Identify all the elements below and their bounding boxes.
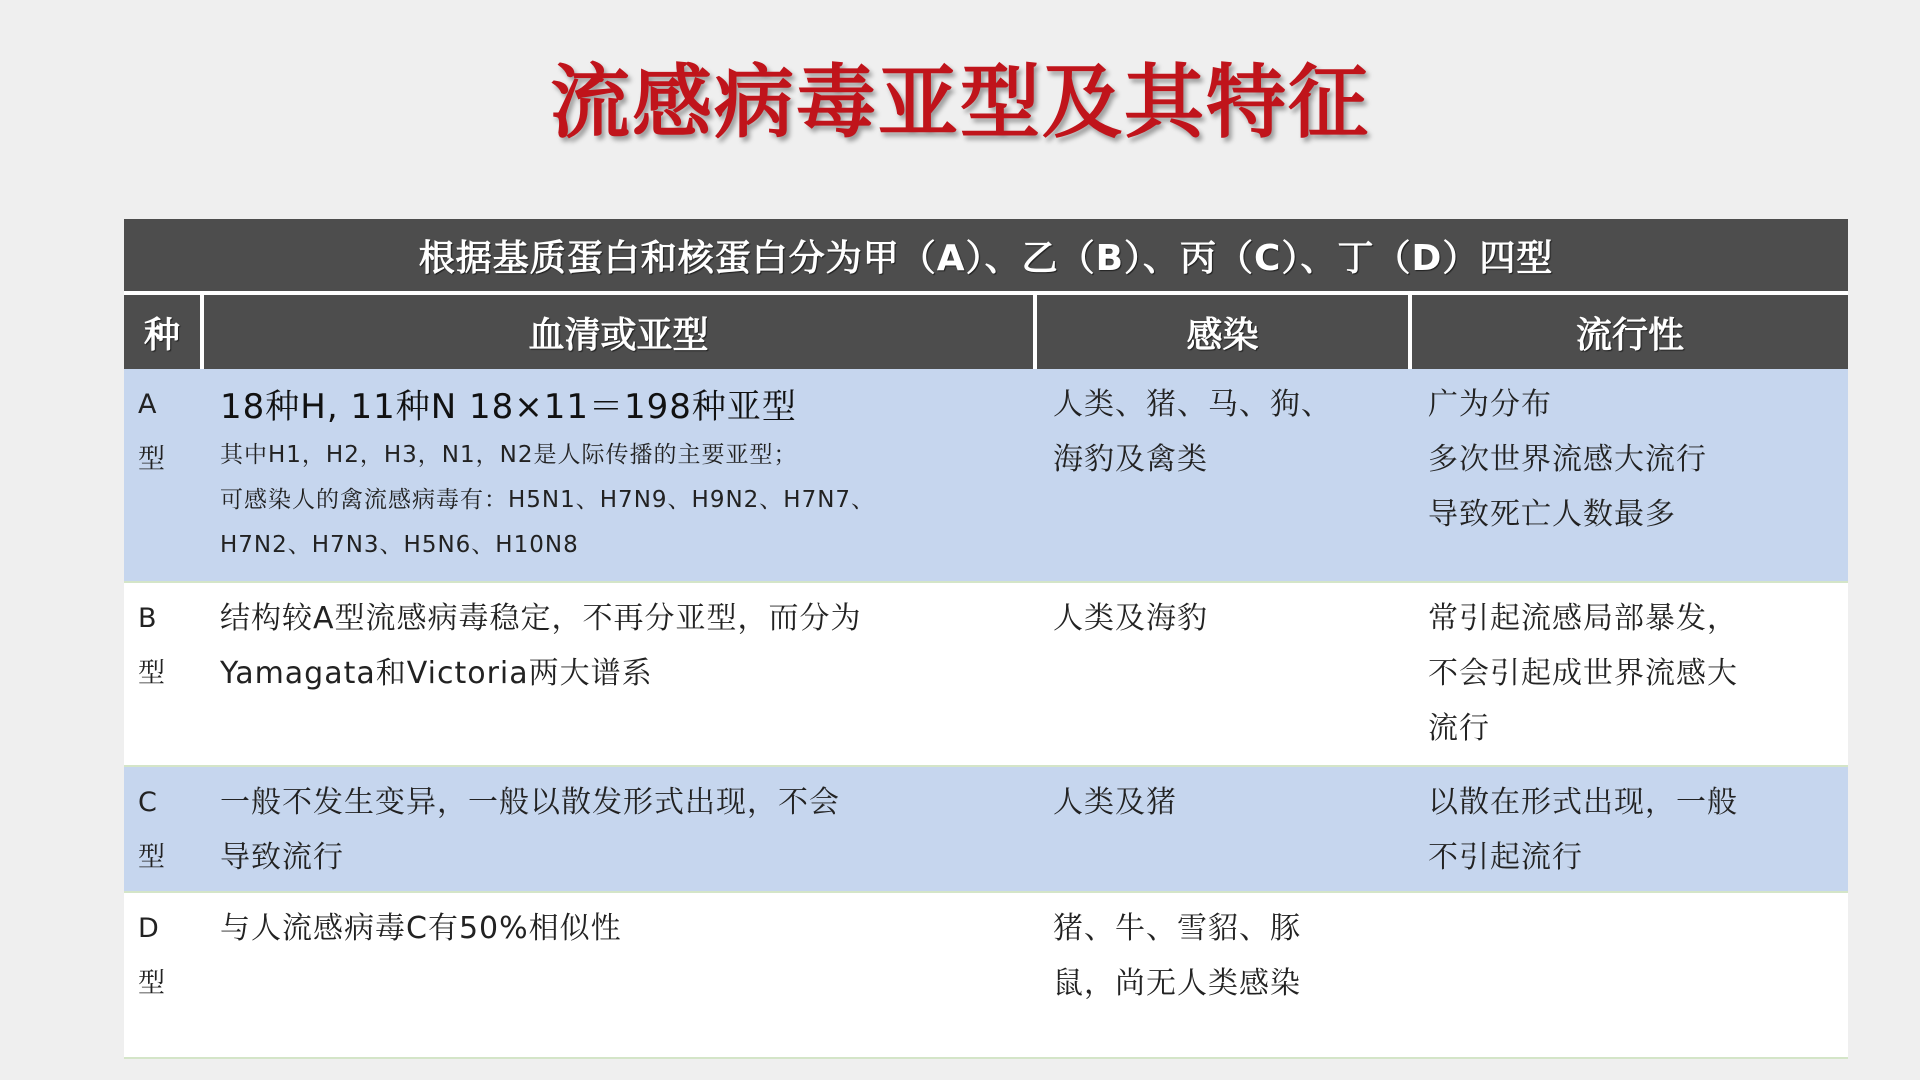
table-row-a: [124, 369, 1848, 582]
cell-subtype-d: [202, 892, 1035, 1058]
subtype-c-line-2: 导致流行: [220, 840, 344, 875]
infection-b-line-1: 人类及海豹: [1053, 601, 1208, 636]
cell-subtype-b: [202, 582, 1035, 766]
header-kind: 种: [124, 293, 202, 369]
epidemic-a-line-1: 广为分布: [1428, 387, 1552, 422]
flu-subtype-table: [124, 219, 1848, 1059]
cell-kind-a: A 型: [124, 369, 202, 582]
epidemic-c-line-2: 不引起流行: [1428, 840, 1583, 875]
subtype-a-main: 18种H, 11种N 18×11＝198种亚型: [220, 387, 797, 427]
subtype-a-note-3: H7N2、H7N3、H5N6、H10N8: [220, 532, 579, 558]
cell-infection-b: [1035, 582, 1410, 766]
cell-subtype-a: [202, 369, 1035, 582]
table-row-d: [124, 892, 1848, 1058]
infection-a-line-1: 人类、猪、马、狗、: [1053, 387, 1332, 422]
epidemic-a-line-2: 多次世界流感大流行: [1428, 442, 1707, 477]
header-subtype: 血清或亚型: [202, 293, 1035, 369]
cell-subtype-c: [202, 766, 1035, 892]
table-header-row: [124, 293, 1848, 369]
subtype-b-line-1: 结构较A型流感病毒稳定，不再分亚型，而分为: [220, 601, 862, 636]
table-banner: 根据基质蛋白和核蛋白分为甲（A）、乙（B）、丙（C）、丁（D）四型: [124, 219, 1848, 293]
infection-a-line-2: 海豹及禽类: [1053, 442, 1208, 477]
table-banner-row: [124, 219, 1848, 293]
subtype-a-note-1: 其中H1，H2，H3，N1，N2是人际传播的主要亚型；: [220, 442, 798, 468]
epidemic-b-line-2: 不会引起成世界流感大: [1428, 656, 1738, 691]
epidemic-c-line-1: 以散在形式出现，一般: [1428, 785, 1738, 820]
infection-d-line-1: 猪、牛、雪貂、豚: [1053, 911, 1301, 946]
infection-c-line-1: 人类及猪: [1053, 785, 1177, 820]
header-infection: 感染: [1035, 293, 1410, 369]
subtype-a-note-2: 可感染人的禽流感病毒有：H5N1、H7N9、H9N2、H7N7、: [220, 487, 876, 513]
subtype-c-line-1: 一般不发生变异，一般以散发形式出现，不会: [220, 785, 840, 820]
subtype-b-line-2: Yamagata和Victoria两大谱系: [220, 656, 653, 691]
cell-kind-c: C 型: [124, 766, 202, 892]
cell-epidemic-a: [1410, 369, 1848, 582]
cell-epidemic-b: [1410, 582, 1848, 766]
cell-epidemic-c: [1410, 766, 1848, 892]
epidemic-a-line-3: 导致死亡人数最多: [1428, 497, 1676, 532]
header-epidemic: 流行性: [1410, 293, 1848, 369]
table-row-c: [124, 766, 1848, 892]
epidemic-b-line-1: 常引起流感局部暴发，: [1428, 601, 1738, 636]
slide-title: 流感病毒亚型及其特征: [550, 55, 1370, 149]
epidemic-b-line-3: 流行: [1428, 711, 1490, 746]
cell-infection-c: [1035, 766, 1410, 892]
cell-infection-a: [1035, 369, 1410, 582]
cell-kind-d: D 型: [124, 892, 202, 1058]
subtype-d-line-1: 与人流感病毒C有50%相似性: [220, 911, 622, 946]
cell-kind-b: B 型: [124, 582, 202, 766]
cell-epidemic-d: [1410, 892, 1848, 1058]
infection-d-line-2: 鼠，尚无人类感染: [1053, 966, 1301, 1001]
cell-infection-d: [1035, 892, 1410, 1058]
table-row-b: [124, 582, 1848, 766]
